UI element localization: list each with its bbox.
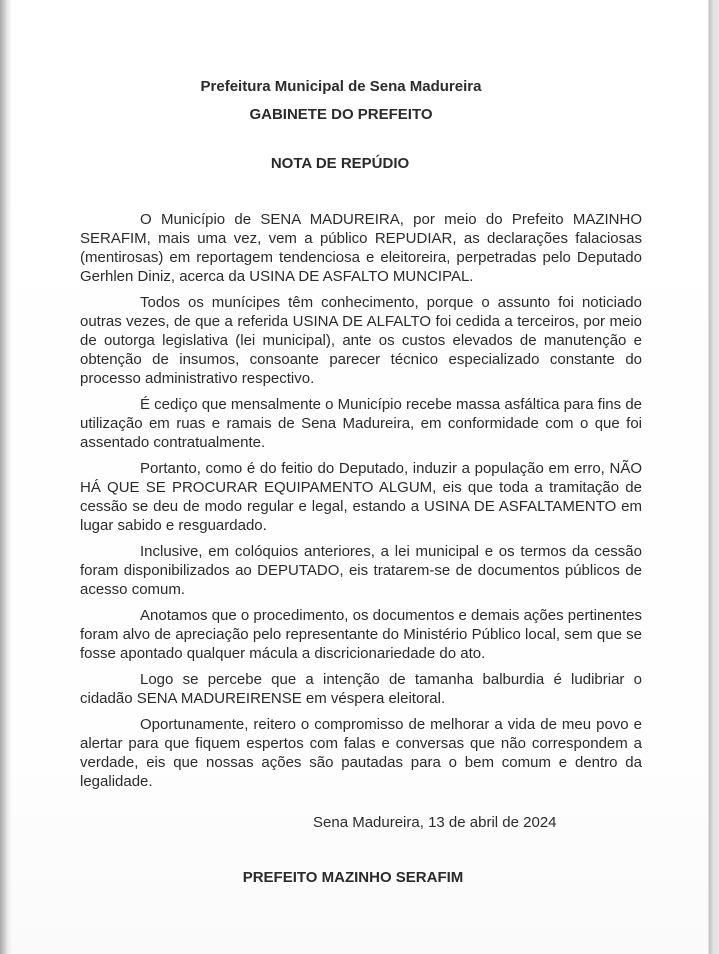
document-content xyxy=(80,0,642,887)
paragraph-2: Todos os munícipes têm conhecimento, porque o assunto foi noticiado outras vezes, de que a referida USINA DE ALFALTO foi cedida a terceiros, por meio de outorga legislativa (lei municipal), ante os custos elevados de manutenção e obtenção de insumos, consoante parecer técnico especializado constante do processo administrativo respectivo. xyxy=(80,294,642,387)
document-title: NOTA DE REPÚDIO xyxy=(270,155,410,172)
paper-edge-right xyxy=(708,0,719,954)
document-body xyxy=(80,210,642,791)
paragraph-1: O Município de SENA MADUREIRA, por meio do Prefeito MAZINHO SERAFIM, mais uma vez, vem a público REPUDIAR, as declarações falaciosas (mentirosas) em reportagem tendenciosa e eleitoreira, perpetradas pelo Deputado Gerhlen Diniz, acerca da USINA DE ASFALTO MUNCIPAL. xyxy=(80,211,642,285)
signature-line: PREFEITO MAZINHO SERAFIM xyxy=(242,869,464,886)
paragraph-5: Inclusive, em colóquios anteriores, a lei municipal e os termos da cessão foram disponibilizados ao DEPUTADO, eis tratarem-se de documentos públicos de acesso comum. xyxy=(80,543,642,598)
paragraph-6: Anotamos que o procedimento, os documentos e demais ações pertinentes foram alvo de apreciação pelo representante do Ministério Público local, sem que se fosse apontado qualquer mácula a discricionariedade do ato. xyxy=(80,607,642,662)
date-line: Sena Madureira, 13 de abril de 2024 xyxy=(313,814,557,831)
paragraph-7: Logo se percebe que a intenção de tamanha balburdia é ludibriar o cidadão SENA MADUREIRENSE em véspera eleitoral. xyxy=(80,671,642,707)
paragraph-8: Oportunamente, reitero o compromisso de melhorar a vida de meu povo e alertar para que fiquem espertos com falas e conversas que não correspondem a verdade, eis que nossas ações são pautadas para o bem comum e dentro da legalidade. xyxy=(80,716,642,790)
paper-edge-left xyxy=(0,0,12,954)
paragraph-3: É cediço que mensalmente o Município recebe massa asfáltica para fins de utilização em ruas e ramais de Sena Madureira, em conformidade com o que foi assentado contratualmente. xyxy=(80,396,642,451)
department-name: GABINETE DO PREFEITO xyxy=(249,106,433,123)
org-name: Prefeitura Municipal de Sena Madureira xyxy=(200,78,482,95)
paragraph-4: Portanto, como é do feitio do Deputado, induzir a população em erro, NÃO HÁ QUE SE PROCURAR EQUIPAMENTO ALGUM, eis que toda a tramitação de cessão se deu de modo regular e legal, estando a USINA DE ASFALTAMENTO em lugar sabido e resguardado. xyxy=(80,460,642,534)
